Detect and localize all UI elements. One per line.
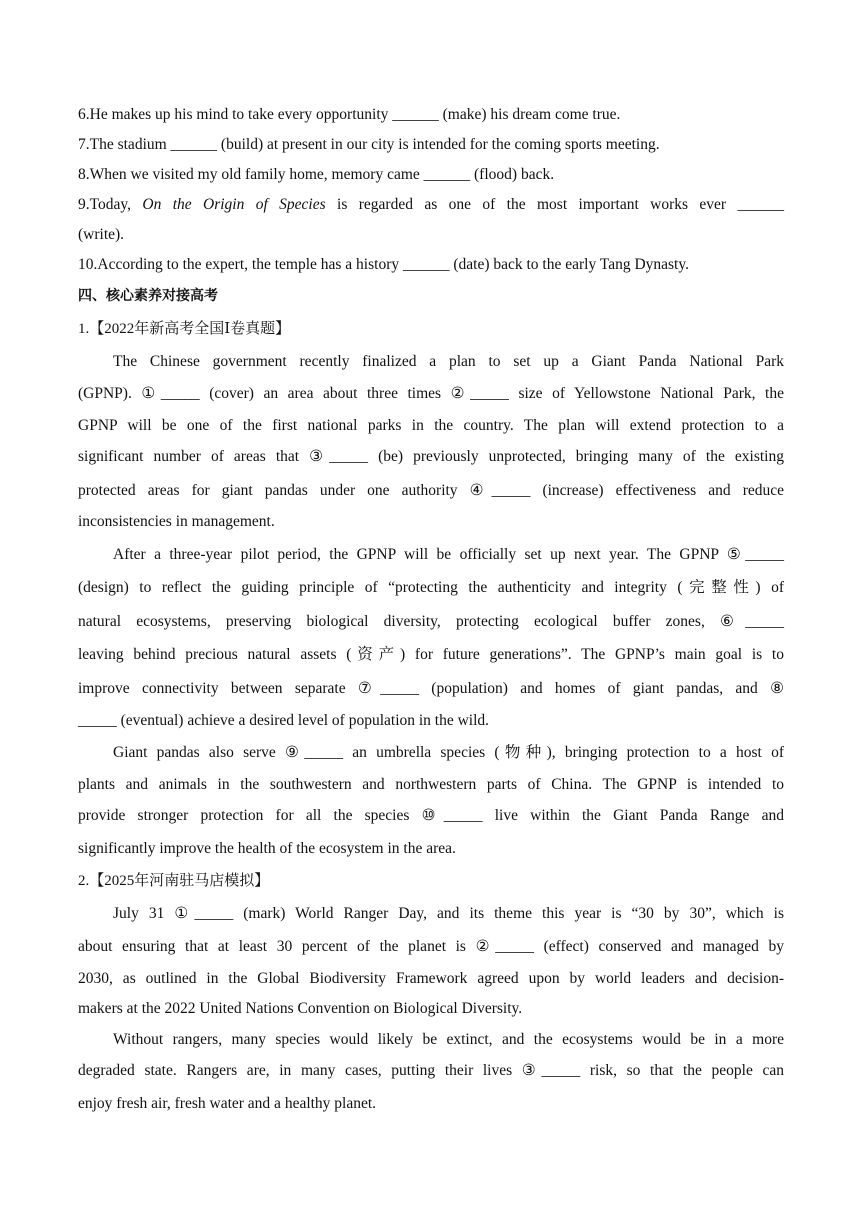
question-1-label: 1.【2022年新高考全国Ⅰ卷真题】: [78, 321, 291, 337]
q1-line-6: inconsistencies in management.: [78, 513, 275, 530]
q1-line-8: (design) to reflect the guiding principle of “protecting the authenticity and integrity (完整性) of: [78, 579, 784, 596]
q2-line-7: enjoy fresh air, fresh water and a healthy planet.: [78, 1095, 377, 1112]
q1-line-5: protected areas for giant pandas under one authority ④_____ (increase) effectiveness and reduce: [78, 482, 784, 499]
exercise-9-suffix: is regarded as one of the most important works ever ______: [325, 196, 784, 213]
q2-line-5: Without rangers, many species would likely be extinct, and the ecosystems would be in a more: [113, 1031, 784, 1048]
q1-line-13: Giant pandas also serve ⑨_____ an umbrella species (物种), bringing protection to a host of: [113, 744, 784, 761]
section-heading: 四、核心素养对接高考: [78, 288, 218, 304]
q1-line-10: leaving behind precious natural assets (资产) for future generations”. The GPNP’s main goal is to: [78, 646, 784, 663]
q2-line-3: 2030, as outlined in the Global Biodiversity Framework agreed upon by world leaders and decision-: [78, 970, 784, 987]
exercise-9-prefix: 9.Today,: [78, 196, 143, 213]
exercise-9-line-2: (write).: [78, 226, 125, 243]
q1-line-14: plants and animals in the southwestern and northwestern parts of China. The GPNP is intended to: [78, 776, 784, 793]
exercise-7: 7.The stadium ______ (build) at present in our city is intended for the coming sports meeting.: [78, 136, 660, 153]
q1-line-1: The Chinese government recently finalized a plan to set up a Giant Panda National Park: [113, 353, 784, 370]
exercise-9-book-title: On the Origin of Species: [142, 196, 326, 213]
q2-line-1: July 31 ①_____ (mark) World Ranger Day, and its theme this year is “30 by 30”, which is: [113, 905, 784, 922]
q2-line-4: makers at the 2022 United Nations Convention on Biological Diversity.: [78, 1000, 523, 1017]
q2-line-2: about ensuring that at least 30 percent of the planet is ②_____ (effect) conserved and managed by: [78, 938, 784, 955]
question-2-label: 2.【2025年河南驻马店模拟】: [78, 873, 270, 889]
exercise-8: 8.When we visited my old family home, memory came ______ (flood) back.: [78, 166, 555, 183]
q1-line-12: _____ (eventual) achieve a desired level of population in the wild.: [78, 712, 490, 729]
q1-line-11: improve connectivity between separate ⑦_____ (population) and homes of giant pandas, and ⑧: [78, 680, 784, 697]
q1-line-16: significantly improve the health of the ecosystem in the area.: [78, 840, 456, 857]
q1-line-9: natural ecosystems, preserving biological diversity, protecting ecological buffer zones, ⑥_____: [78, 613, 784, 630]
exercise-6: 6.He makes up his mind to take every opportunity ______ (make) his dream come true.: [78, 106, 621, 123]
q1-line-7: After a three-year pilot period, the GPNP will be officially set up next year. The GPNP ⑤_____: [113, 546, 784, 563]
q1-line-4: significant number of areas that ③_____ (be) previously unprotected, bringing many of the existing: [78, 448, 784, 465]
q1-line-15: provide stronger protection for all the species ⑩_____ live within the Giant Panda Range and: [78, 807, 784, 824]
exercise-10: 10.According to the expert, the temple has a history ______ (date) back to the early Tang Dynasty.: [78, 256, 689, 273]
exercise-9-line-1: [78, 195, 784, 215]
q1-line-3: GPNP will be one of the first national parks in the country. The plan will extend protection to a: [78, 417, 784, 434]
q1-line-2: (GPNP). ①_____ (cover) an area about three times ②_____ size of Yellowstone National Park, the: [78, 385, 784, 402]
q2-line-6: degraded state. Rangers are, in many cases, putting their lives ③_____ risk, so that the people can: [78, 1062, 784, 1079]
